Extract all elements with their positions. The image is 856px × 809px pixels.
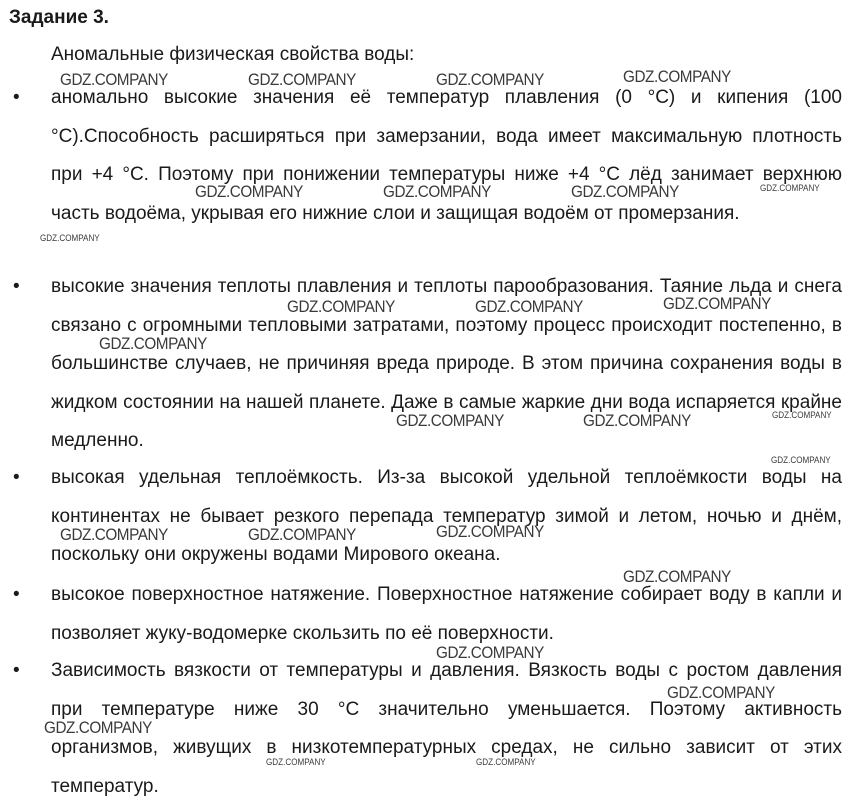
list-item-text: Зависимость вязкости от температуры и давления. Вязкость воды с ростом давления при температуре ниже 30 °C значительно уменьшается. Поэтому активность организмов, живущих в низкотемпературных средах, не сильно зависит от этих температур. [51,660,842,797]
list-item-text: аномально высокие значения её температур плавления (0 °C) и кипения (100 °C).Способность расширяться при замерзании, вода имеет максимальную плотность при +4 °C. Поэтому при понижении температуры ниже +4 °C лёд занимает верхнюю часть водоёма, укрывая его нижние слои и защищая водоём от промерзания. [51,87,842,224]
watermark: GDZ.COMPANY [476,757,536,767]
watermark: GDZ.COMPANY [771,455,831,465]
list-item [13,652,842,806]
watermark: GDZ.COMPANY [266,757,326,767]
list-item-text: высокое поверхностное натяжение. Поверхностное натяжение собирает воду в капли и позволяет жуку-водомерке скользить по её поверхности. [51,584,842,644]
watermark: GDZ.COMPANY [663,294,771,313]
watermark: GDZ.COMPANY [623,567,731,586]
watermark: GDZ.COMPANY [667,683,775,702]
bullet: • [13,467,20,488]
watermark: GDZ.COMPANY [436,522,544,541]
watermark: GDZ.COMPANY [475,297,583,316]
watermark: GDZ.COMPANY [583,411,691,430]
watermark: GDZ.COMPANY [44,718,152,737]
watermark: GDZ.COMPANY [571,182,679,201]
list-item [13,576,842,653]
watermark: GDZ.COMPANY [760,183,820,193]
watermark: GDZ.COMPANY [99,334,207,353]
watermark: GDZ.COMPANY [60,525,168,544]
watermark: GDZ.COMPANY [248,70,356,89]
task-heading: Задание 3. [9,7,109,28]
watermark: GDZ.COMPANY [396,411,504,430]
watermark: GDZ.COMPANY [248,525,356,544]
watermark: GDZ.COMPANY [195,182,303,201]
list-item-text: высокая удельная теплоёмкость. Из-за высокой удельной теплоёмкости воды на континентах не бывает резкого перепада температур зимой и летом, ночью и днём, поскольку они окружены водами Мирового океана. [51,467,842,565]
bullet: • [13,584,20,605]
list-item-text: высокие значения теплоты плавления и теплоты парообразования. Таяние льда и снега связано с огромными тепловыми затратами, поэтому процесс происходит постепенно, в большинстве случаев, не причиняя вреда природе. В этом причина сохранения воды в жидком состоянии на нашей планете. Даже в самые жаркие дни вода испаряется крайне медленно. [51,276,842,451]
watermark: GDZ.COMPANY [436,70,544,89]
list-item [13,459,842,575]
watermark: GDZ.COMPANY [623,67,731,86]
watermark: GDZ.COMPANY [772,410,832,420]
watermark: GDZ.COMPANY [383,182,491,201]
bullet: • [13,87,20,108]
watermark: GDZ.COMPANY [40,233,100,243]
bullet: • [13,660,20,681]
list-item [13,79,842,233]
watermark: GDZ.COMPANY [436,643,544,662]
watermark: GDZ.COMPANY [60,70,168,89]
intro-text: Аномальные физическая свойства воды: [51,44,415,65]
bullet: • [13,276,20,297]
watermark: GDZ.COMPANY [287,297,395,316]
